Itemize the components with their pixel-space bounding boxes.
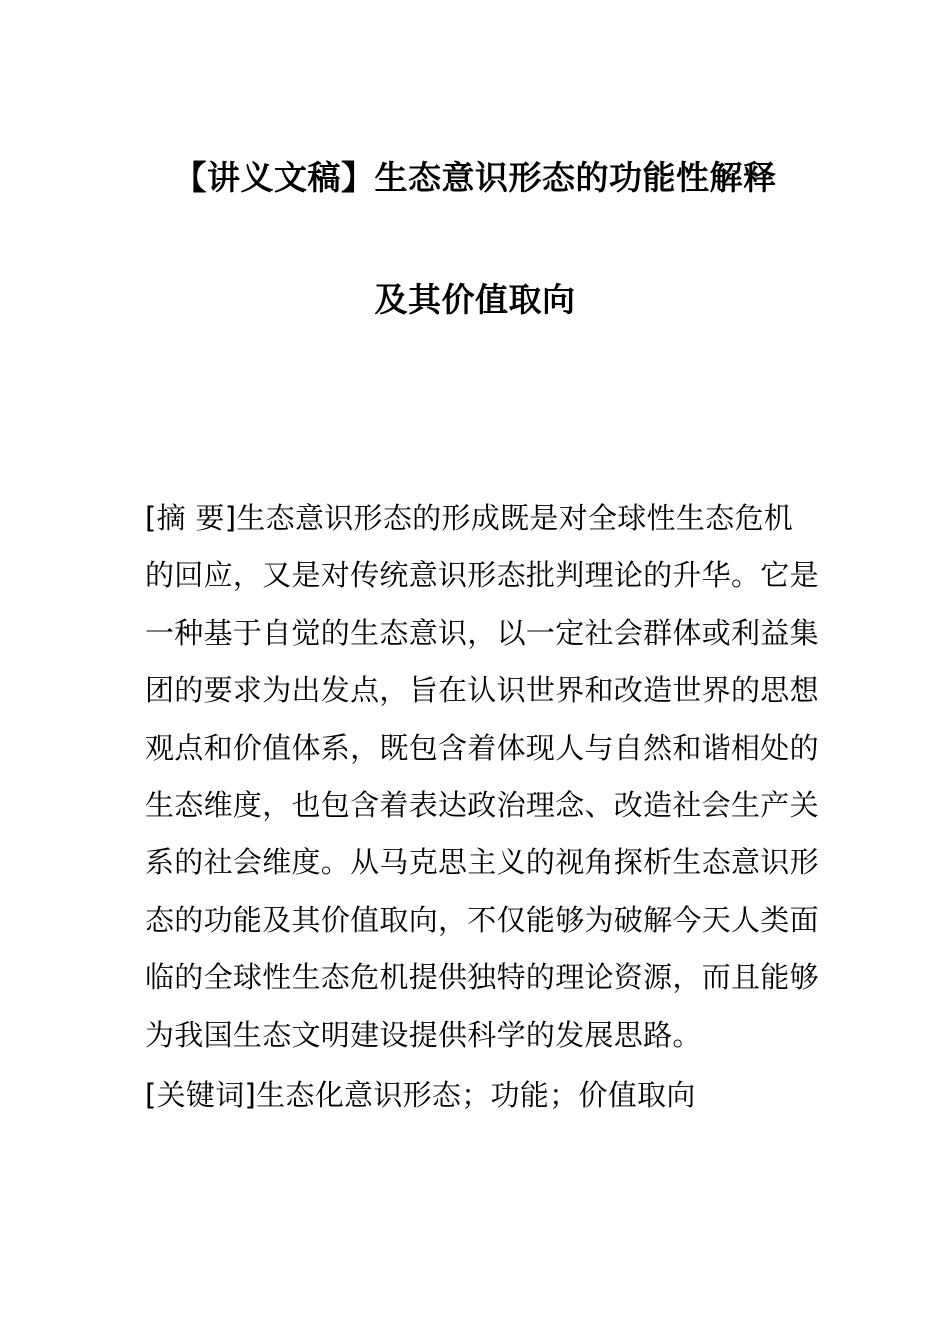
abstract-line: 生态维度，也包含着表达政治理念、改造社会生产关 <box>145 787 819 822</box>
abstract-line: 观点和价值体系，既包含着体现人与自然和谐相处的 <box>145 730 819 765</box>
abstract-line: 系的社会维度。从马克思主义的视角探析生态意识形 <box>145 845 819 880</box>
abstract-line: 临的全球性生态危机提供独特的理论资源，而且能够 <box>145 960 819 995</box>
keywords-line: [关键词]生态化意识形态；功能；价值取向 <box>145 1078 696 1112</box>
abstract-line: 一种基于自觉的生态意识，以一定社会群体或利益集 <box>145 615 819 650</box>
document-title-line-1: 【讲义文稿】生态意识形态的功能性解释 <box>173 158 777 197</box>
abstract-line: 为我国生态文明建设提供科学的发展思路。 <box>145 1017 702 1052</box>
abstract-line: 的回应，又是对传统意识形态批判理论的升华。它是 <box>145 558 819 593</box>
abstract-line: 团的要求为出发点，旨在认识世界和改造世界的思想 <box>145 673 819 708</box>
abstract-paragraph <box>145 490 825 1064</box>
abstract-line: [摘 要]生态意识形态的形成既是对全球性生态危机 <box>145 501 794 535</box>
document-title-line-2: 及其价值取向 <box>374 280 576 319</box>
abstract-line: 态的功能及其价值取向，不仅能够为破解今天人类面 <box>145 902 819 937</box>
